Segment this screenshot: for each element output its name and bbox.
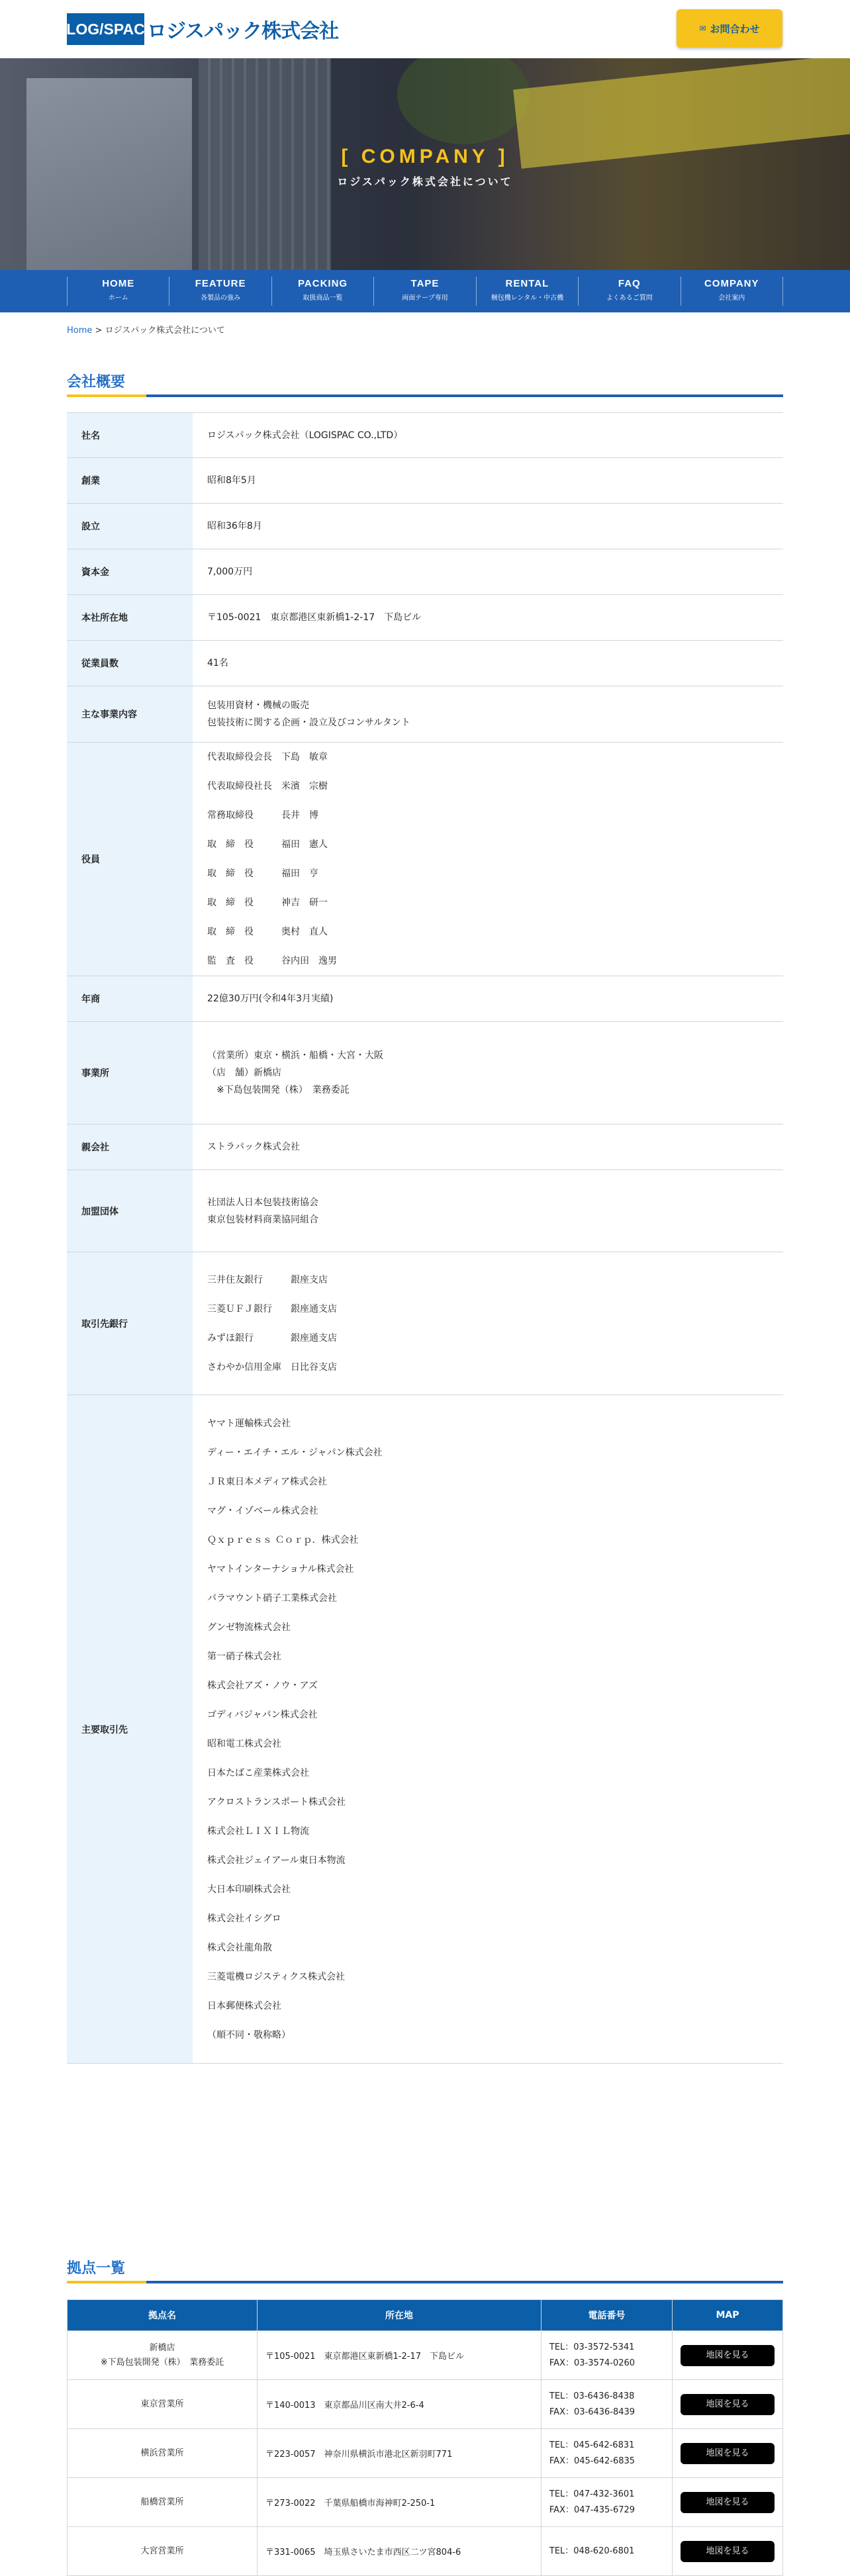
company-table-row (67, 413, 783, 458)
company-value-line: （店 舗）新橋店 (207, 1068, 281, 1078)
company-value-line: 昭和36年8月 (207, 521, 262, 531)
location-map-cell (672, 2429, 782, 2478)
location-name (68, 2331, 258, 2380)
company-value-line: 取 締 役 福田 憲人 (207, 839, 328, 850)
location-name (68, 2380, 258, 2429)
company-row-label: 設立 (67, 504, 193, 549)
company-table-row (67, 1252, 783, 1395)
company-value-line: 三菱電機ロジスティクス株式会社 (207, 1971, 346, 1982)
company-value-line: 包装用資材・機械の販売 (207, 700, 309, 711)
location-phone-line: TEL：03-3572-5341 (549, 2342, 635, 2352)
company-row-label: 本社所在地 (67, 595, 193, 641)
site-header (0, 0, 850, 58)
company-value-line: 包装技術に関する企画・設立及びコンサルタント (207, 717, 410, 728)
company-row-label: 創業 (67, 458, 193, 504)
company-value-line: ヤマト運輸株式会社 (207, 1418, 291, 1429)
location-phone-line: FAX：03-6436-8439 (549, 2407, 636, 2417)
company-section-title: 会社概要 (67, 374, 126, 391)
location-phone (541, 2429, 672, 2478)
company-value-line: 株式会社ＬＩＸＩＬ物流 (207, 1825, 309, 1837)
contact-button-label: お問合わせ (710, 23, 760, 35)
company-value-line: ストラパック株式会社 (207, 1142, 300, 1152)
envelope-icon: ✉ (699, 24, 706, 33)
location-map-cell (672, 2331, 782, 2380)
company-value-line: ヤマトインターナショナル株式会社 (207, 1563, 354, 1575)
company-value-line: ※下島包装開発（株） 業務委託 (207, 1085, 350, 1095)
nav-item-sublabel: よくあるご質問 (606, 295, 653, 302)
nav-item-feature[interactable] (169, 277, 271, 306)
breadcrumb (67, 323, 225, 336)
company-value-line: 代表取締役会長 下島 敏章 (207, 752, 328, 762)
global-nav (0, 270, 850, 312)
locations-table-header (68, 2300, 783, 2331)
logo-text: ロジスパック株式会社 (147, 20, 339, 43)
location-name-line: 横浜営業所 (140, 2448, 184, 2458)
hero-banner (0, 58, 850, 270)
hero-tree-image (397, 58, 530, 144)
location-phone (541, 2527, 672, 2576)
company-table-row (67, 458, 783, 504)
location-phone-line: FAX：045-642-6835 (549, 2456, 636, 2466)
location-phone-line: TEL：047-432-3601 (549, 2489, 635, 2499)
company-row-label: 資本金 (67, 549, 193, 595)
company-row-value (193, 743, 783, 976)
location-name (68, 2478, 258, 2527)
company-value-line: 代表取締役社長 米濱 宗樹 (207, 781, 328, 792)
company-table-row (67, 549, 783, 595)
company-value-line: 22億30万円(令和4年3月実績) (207, 993, 334, 1004)
company-row-label: 取引先銀行 (67, 1252, 193, 1395)
locations-table (67, 2299, 783, 2576)
nav-item-rental[interactable] (477, 277, 579, 306)
breadcrumb-current: ロジスパック株式会社について (105, 326, 225, 336)
company-value-line: ロジスパック株式会社（LOGISPAC CO.,LTD） (207, 430, 403, 441)
company-row-value (193, 641, 783, 686)
company-value-line: 大日本印刷株式会社 (207, 1884, 291, 1895)
company-value-line: ゴディバジャパン株式会社 (207, 1709, 318, 1720)
location-address: 〒140-0013 東京都品川区南大井2-6-4 (257, 2380, 541, 2429)
location-row (68, 2429, 783, 2478)
nav-item-sublabel: 両面テープ専用 (402, 295, 448, 302)
company-table (67, 412, 783, 2064)
company-value-line: 昭和8年5月 (207, 475, 256, 486)
location-phone (541, 2331, 672, 2380)
location-name-line: 大宮営業所 (140, 2546, 184, 2556)
company-row-label: 主な事業内容 (67, 686, 193, 743)
company-value-line: 41名 (207, 658, 228, 668)
location-phone-line: TEL：045-642-6831 (549, 2440, 635, 2450)
company-row-label: 主要取引先 (67, 1395, 193, 2064)
location-name-line: 船橋営業所 (140, 2497, 184, 2507)
view-map-button[interactable]: 地図を見る (681, 2541, 775, 2562)
location-phone-line: TEL：03-6436-8438 (549, 2391, 635, 2401)
nav-item-packing[interactable] (272, 277, 374, 306)
nav-item-tape[interactable] (374, 277, 476, 306)
location-map-cell (672, 2527, 782, 2576)
company-row-label: 加盟団体 (67, 1170, 193, 1252)
locations-section-title: 拠点一覧 (67, 2260, 126, 2277)
company-table-row (67, 504, 783, 549)
company-value-line: 〒105-0021 東京都港区東新橋1-2-17 下島ビル (207, 612, 422, 623)
company-value-line: 昭和電工株式会社 (207, 1738, 281, 1749)
nav-item-label: PACKING (298, 278, 348, 289)
company-row-value (193, 1252, 783, 1395)
column-header-name: 拠点名 (68, 2300, 258, 2331)
company-table-row (67, 1170, 783, 1252)
location-name (68, 2527, 258, 2576)
location-phone-line: FAX：047-435-6729 (549, 2505, 636, 2515)
company-value-line: 株式会社イシグロ (207, 1913, 281, 1924)
nav-item-sublabel: 会社案内 (718, 295, 745, 302)
company-value-line: アクロストランスポート株式会社 (207, 1796, 346, 1808)
column-header-map: MAP (672, 2300, 782, 2331)
nav-item-label: RENTAL (505, 278, 549, 289)
nav-item-label: HOME (102, 278, 135, 289)
nav-item-sublabel: ホーム (108, 295, 128, 302)
company-table-row (67, 686, 783, 743)
company-value-line: 社団法人日本包装技術協会 (207, 1197, 318, 1208)
company-value-line: 取 締 役 福田 亨 (207, 868, 318, 879)
location-map-cell (672, 2478, 782, 2527)
company-row-value (193, 1170, 783, 1252)
nav-item-company[interactable] (681, 277, 783, 306)
company-row-value (193, 686, 783, 743)
company-value-line: 株式会社ジェイアール東日本物流 (207, 1855, 346, 1866)
global-nav-list (67, 277, 783, 306)
company-value-line: 第一硝子株式会社 (207, 1651, 281, 1662)
company-row-value (193, 413, 783, 458)
location-address: 〒273-0022 千葉県船橋市海神町2-250-1 (257, 2478, 541, 2527)
company-row-value (193, 1395, 783, 2064)
company-row-label: 年商 (67, 976, 193, 1022)
company-value-line: 監 査 役 谷内田 逸男 (207, 956, 337, 966)
breadcrumb-home-link[interactable]: Home (67, 326, 93, 336)
view-map-button[interactable]: 地図を見る (681, 2492, 775, 2513)
company-value-line: みずほ銀行 銀座通支店 (207, 1332, 337, 1344)
location-address: 〒331-0065 埼玉県さいたま市西区二ツ宮804-6 (257, 2527, 541, 2576)
nav-item-faq[interactable] (579, 277, 681, 306)
location-map-cell (672, 2380, 782, 2429)
company-row-label: 社名 (67, 413, 193, 458)
nav-item-label: COMPANY (704, 278, 759, 289)
location-phone (541, 2380, 672, 2429)
company-row-label: 事業所 (67, 1022, 193, 1125)
location-name-line: ※下島包装開発（株） 業務委託 (100, 2357, 224, 2368)
company-table-row (67, 595, 783, 641)
column-header-phone: 電話番号 (541, 2300, 672, 2331)
company-value-line: マグ・イゾベール株式会社 (207, 1505, 318, 1516)
company-row-value (193, 549, 783, 595)
location-row (68, 2380, 783, 2429)
nav-item-label: TAPE (410, 278, 440, 289)
company-value-line: （営業所）東京・横浜・船橋・大宮・大阪 (207, 1050, 383, 1061)
logo-mark: LOG/SPAC (67, 13, 144, 45)
location-address: 〒223-0057 神奈川県横浜市港北区新羽町771 (257, 2429, 541, 2478)
location-address: 〒105-0021 東京都港区東新橋1-2-17 下島ビル (257, 2331, 541, 2380)
company-value-line: 取 締 役 奥村 直人 (207, 927, 328, 937)
hero-subtitle: ロジスパック株式会社について (337, 175, 513, 188)
company-table-row (67, 1022, 783, 1125)
company-value-line: ＪＲ東日本メディア株式会社 (207, 1476, 327, 1487)
company-value-line: 東京包装材料商業協同組合 (207, 1214, 318, 1225)
nav-item-label: FEATURE (195, 278, 246, 289)
company-row-value (193, 504, 783, 549)
company-value-line: グンゼ物流株式会社 (207, 1622, 291, 1633)
location-phone-line: TEL：048-620-6801 (549, 2546, 635, 2556)
company-value-line: 日本たばこ産業株式会社 (207, 1767, 309, 1778)
location-row (68, 2527, 783, 2576)
nav-item-label: FAQ (618, 278, 641, 289)
company-value-line: （順不同・敬称略） (207, 2029, 291, 2041)
company-value-line: 三井住友銀行 銀座支店 (207, 1274, 328, 1285)
company-row-label: 役員 (67, 743, 193, 976)
company-table-row (67, 1395, 783, 2064)
location-row (68, 2478, 783, 2527)
view-map-button[interactable]: 地図を見る (681, 2345, 775, 2366)
company-value-line: パラマウント硝子工業株式会社 (207, 1592, 337, 1604)
breadcrumb-separator: > (92, 326, 105, 336)
company-value-line: 日本郵便株式会社 (207, 2000, 281, 2011)
location-phone (541, 2478, 672, 2527)
site-logo[interactable] (67, 13, 338, 45)
company-value-line: 株式会社アズ・ノウ・アズ (207, 1680, 318, 1691)
company-row-value (193, 1125, 783, 1170)
hero-title: [ COMPANY ] (341, 146, 509, 167)
company-value-line: 常務取締役 長井 博 (207, 810, 318, 821)
company-table-row (67, 641, 783, 686)
locations-section-underline (67, 2281, 783, 2283)
location-name-line: 東京営業所 (140, 2399, 184, 2409)
company-section-underline (67, 394, 783, 397)
contact-button[interactable] (677, 9, 782, 48)
company-table-row (67, 743, 783, 976)
company-value-line: Ｑｘｐｒｅｓｓ Ｃｏｒｐ．株式会社 (207, 1534, 359, 1545)
view-map-button[interactable]: 地図を見る (681, 2394, 775, 2415)
company-row-label: 従業員数 (67, 641, 193, 686)
location-row (68, 2331, 783, 2380)
location-name-line: 新橋店 (149, 2342, 175, 2353)
company-value-line: 7,000万円 (207, 567, 253, 577)
company-row-value (193, 458, 783, 504)
company-table-row (67, 1125, 783, 1170)
nav-item-sublabel: 各製品の強み (201, 295, 241, 302)
location-phone-line: FAX：03-3574-0260 (549, 2358, 636, 2368)
company-table-row (67, 976, 783, 1022)
company-value-line: ディー・エイチ・エル・ジャパン株式会社 (207, 1447, 383, 1458)
company-value-line: 三菱ＵＦＪ銀行 銀座通支店 (207, 1303, 337, 1314)
nav-item-sublabel: 梱包機レンタル・中古機 (491, 295, 564, 302)
location-name (68, 2429, 258, 2478)
company-row-value (193, 976, 783, 1022)
view-map-button[interactable]: 地図を見る (681, 2443, 775, 2464)
company-value-line: さわやか信用金庫 日比谷支店 (207, 1361, 337, 1373)
company-row-value (193, 1022, 783, 1125)
nav-item-sublabel: 取扱商品一覧 (303, 295, 343, 302)
company-row-value (193, 595, 783, 641)
nav-item-home[interactable] (68, 277, 169, 306)
company-value-line: 取 締 役 神吉 研一 (207, 897, 328, 908)
column-header-address: 所在地 (257, 2300, 541, 2331)
company-row-label: 親会社 (67, 1125, 193, 1170)
company-value-line: 株式会社龍角散 (207, 1942, 272, 1953)
